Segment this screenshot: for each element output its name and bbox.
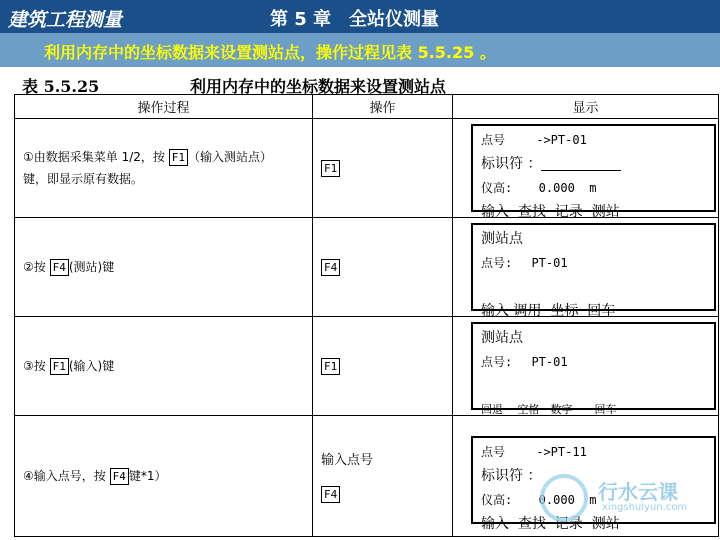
key-f4: F4 (110, 468, 129, 485)
table-row (15, 218, 719, 317)
key-f4: F4 (321, 486, 340, 503)
step-text: 键*1） (128, 469, 167, 483)
watermark-logo (540, 470, 720, 530)
screen-line: 标识符 ： (481, 467, 542, 484)
instrument-screen (471, 223, 716, 319)
screen-line: 点号: PT-01 (481, 256, 568, 270)
key-f4: F4 (321, 259, 340, 276)
subtitle-text: 利用内存中的坐标数据来设置测站点，操作过程见表 5.5.25 。 (44, 43, 496, 62)
table-row (15, 119, 719, 218)
course-title: 建筑工程测量 (8, 9, 123, 31)
chapter-title: 第 5 章 全站仪测量 (270, 9, 440, 30)
column-header: 操作过程 (15, 95, 313, 119)
screen-line: 测站点 (481, 231, 523, 247)
blank-underline (541, 158, 621, 171)
watermark-name: 行水云课 (598, 480, 678, 504)
step-cell (15, 119, 313, 218)
screen-line: 回退 空格 数字 回车 (481, 403, 617, 416)
step-cell (15, 416, 313, 537)
column-header: 显示 (453, 95, 719, 119)
key-f1: F1 (50, 358, 69, 375)
step-text: （输入测站点） (187, 150, 272, 164)
step-text: ④输入点号，按 (23, 469, 110, 483)
screen-line: 点号 ->PT-11 (481, 444, 587, 459)
key-f4: F4 (50, 259, 69, 276)
screen-line: 输入 调用 坐标 回车 (481, 303, 616, 319)
action-cell (313, 317, 453, 416)
key-f1: F1 (321, 160, 340, 177)
screen-line: 输入 查找 记录 测站 (481, 515, 620, 532)
screen-line: 标识符 ： (481, 156, 542, 172)
screen-line: 点号 ->PT-01 (481, 133, 587, 147)
table-title: 利用内存中的坐标数据来设置测站点 (190, 77, 447, 96)
step-text: (测站)键 (68, 260, 115, 274)
instrument-screen (471, 124, 716, 220)
table-header-row (15, 95, 719, 119)
instrument-screen (471, 322, 716, 416)
table-number: 表 5.5.25 (22, 77, 100, 96)
screen-line: 仪高: 0.000 m (481, 492, 597, 507)
watermark-site: xingshuiyun.com (602, 502, 688, 513)
screen-line: 点号: PT-01 (481, 355, 568, 369)
step-text: ②按 (23, 260, 50, 274)
display-cell (453, 218, 719, 317)
column-header: 操作 (313, 95, 453, 119)
action-cell (313, 416, 453, 537)
step-cell (15, 317, 313, 416)
screen-line (481, 275, 706, 299)
table-row (15, 317, 719, 416)
step-text: ③按 (23, 359, 50, 373)
header-bar (0, 0, 720, 33)
logo-circle-icon (540, 474, 588, 522)
action-cell (313, 119, 453, 218)
subtitle-bar (0, 33, 720, 67)
screen-line: 测站点 (481, 330, 523, 346)
action-text: 输入点号 (321, 453, 374, 468)
key-f1: F1 (169, 149, 188, 166)
step-text: 键，即显示原有数据。 (23, 172, 144, 186)
display-cell (453, 317, 719, 416)
step-cell (15, 218, 313, 317)
key-f1: F1 (321, 358, 340, 375)
screen-line: 仪高: 0.000 m (481, 181, 597, 195)
step-text: (输入)键 (68, 359, 115, 373)
screen-line (481, 374, 706, 398)
display-cell (453, 119, 719, 218)
screen-line: 输入 查找 记录 测站 (481, 204, 620, 220)
action-cell (313, 218, 453, 317)
step-text: ①由数据采集菜单 1/2，按 (23, 150, 169, 164)
